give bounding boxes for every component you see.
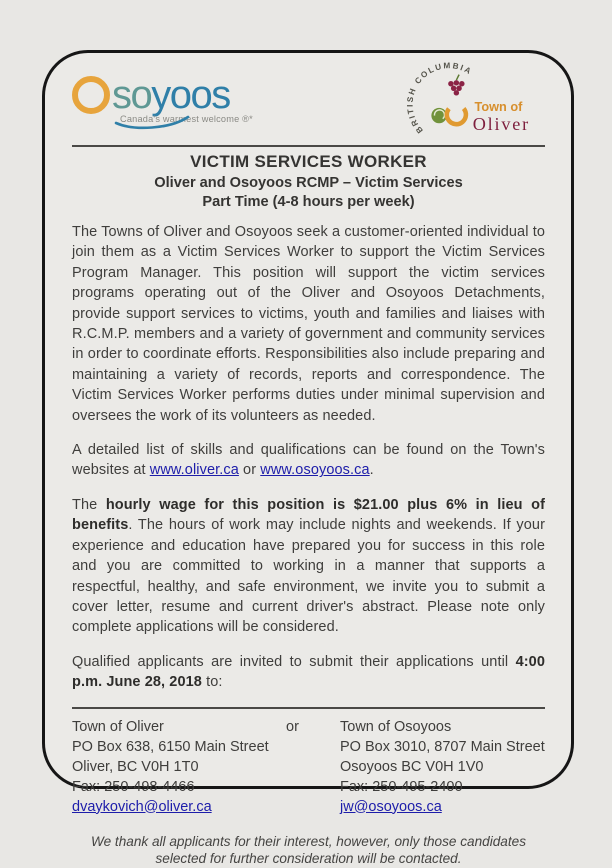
wage-bold-text: hourly wage for this position is $21.00 plus 6% in lieu of benefits: [72, 496, 545, 534]
oliver-address-line: Oliver, BC V0H 1T0: [72, 758, 199, 775]
address-section: [72, 717, 545, 817]
or-label: or: [286, 718, 299, 735]
osoyoos-address-line: Osoyoos BC V0H 1V0: [340, 758, 484, 775]
vine-leaf-icon: [431, 108, 446, 123]
header-divider: [72, 145, 545, 147]
qualifications-paragraph: [72, 440, 545, 481]
osoyoos-address-line: Town of Osoyoos: [340, 718, 452, 735]
job-schedule: Part Time (4-8 hours per week): [202, 194, 415, 210]
osoyoos-swoosh-icon: [114, 115, 192, 131]
document-page: [42, 50, 574, 867]
osoyoos-o-ring-icon: [72, 76, 110, 114]
osoyoos-wordmark: [72, 75, 272, 115]
wage-text-post: . The hours of work may include nights and weekends. If your experience and education have prepared you for success in this role and you are committed to working in a manner that supports a respectful, healthy, and safe environment, we invite you to submit a cover letter, resume and current driver's abstract. Please note only complete applications will be considered.: [72, 517, 545, 636]
oliver-address-line: Fax: 250-498-4466: [72, 778, 195, 795]
job-title: VICTIM SERVICES WORKER: [190, 152, 427, 171]
deadline-bold-text: 4:00 p.m. June 28, 2018: [72, 653, 545, 691]
qualifications-text-mid: or: [238, 462, 261, 479]
grape-cluster-icon: [448, 75, 464, 96]
osoyoos-address-line: Fax: 250-495-2400: [340, 778, 463, 795]
address-divider: [72, 707, 545, 709]
osoyoos-address: [340, 717, 545, 817]
osoyoos-wordmark-yoos: yoos: [151, 73, 230, 117]
oliver-logo-name: Oliver: [472, 114, 531, 135]
deadline-text-pre: Qualified applicants are invited to submit their applications until: [72, 653, 516, 670]
wage-paragraph: [72, 495, 545, 638]
wage-text-pre: The: [72, 496, 106, 513]
town-of-oliver-logo: [395, 61, 545, 141]
osoyoos-address-line: PO Box 3010, 8707 Main Street: [340, 738, 545, 755]
qualifications-text-pre: A detailed list of skills and qualifications can be found on the Town's websites at: [72, 442, 545, 479]
british-columbia-arc-text: BRITISH COLUMBIA: [405, 61, 474, 135]
osoyoos-website-link[interactable]: www.osoyoos.ca: [260, 462, 370, 479]
osoyoos-logo: [72, 75, 272, 124]
deadline-text-post: to:: [201, 674, 223, 691]
intro-paragraph: The Towns of Oliver and Osoyoos seek a customer-oriented individual to join them as a Victim Services Worker to support the Victim Services Program Manager. This position will support the victim services programs operating out of the Oliver and Osoyoos Detachments, provide support services to victims, youth and families and liaises with R.C.M.P. members and a variety of government and community services in order to coordinate efforts. Responsibilities also include preparing and maintaining a variety of records, reports and correspondence. The Victim Services Worker performs duties under minimal supervision and oversees the work of its volunteers as needed.: [72, 224, 545, 424]
title-block: [72, 152, 545, 210]
oliver-logo-town-of: Town of: [474, 99, 523, 114]
job-subtitle: Oliver and Osoyoos RCMP – Victim Services: [154, 175, 463, 191]
header: [72, 61, 545, 143]
qualifications-text-post: .: [369, 462, 374, 479]
oliver-email-link[interactable]: dvaykovich@oliver.ca: [72, 798, 212, 815]
oliver-address: [72, 717, 286, 817]
osoyoos-email-link[interactable]: jw@osoyoos.ca: [340, 798, 442, 815]
crescent-icon: [443, 101, 470, 128]
oliver-address-line: PO Box 638, 6150 Main Street: [72, 738, 269, 755]
deadline-paragraph: [72, 652, 545, 693]
osoyoos-wordmark-so: so: [112, 73, 152, 117]
osoyoos-tagline: Canada's warmest welcome ®*: [120, 114, 253, 124]
footer-note: We thank all applicants for their interest, however, only those candidates selected for further consideration will be contacted.: [91, 833, 526, 867]
oliver-address-line: Town of Oliver: [72, 718, 164, 735]
oliver-website-link[interactable]: www.oliver.ca: [149, 462, 239, 479]
